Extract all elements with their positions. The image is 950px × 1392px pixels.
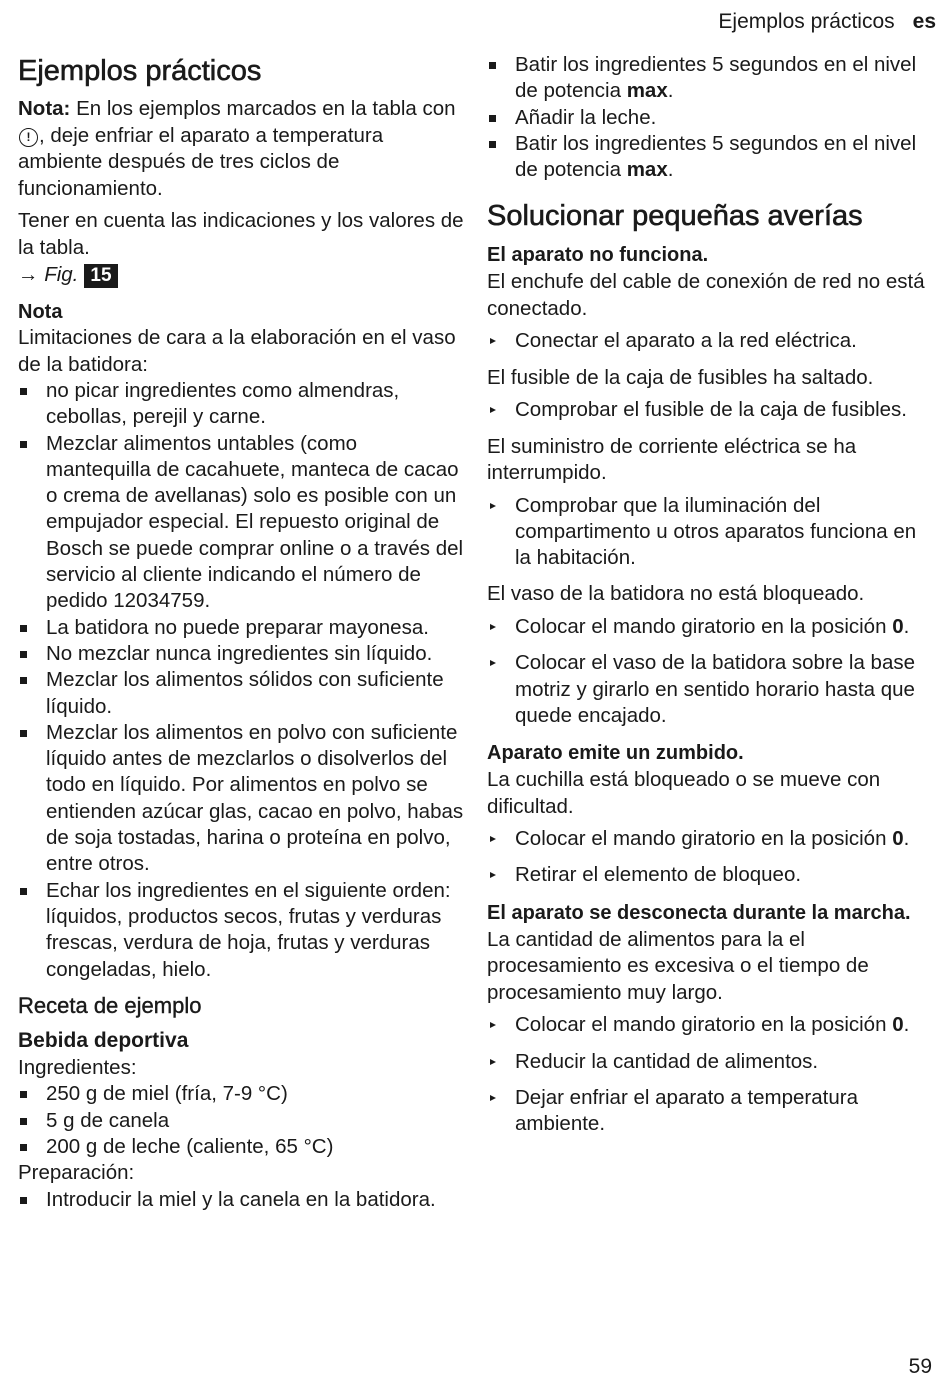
- cause-text: La cuchilla está bloqueado o se mueve con dificultad.: [487, 768, 881, 818]
- list-item: no picar ingredientes como almendras, cebollas, perejil y carne.: [18, 378, 466, 431]
- remedy-item: Dejar enfriar el aparato a temperatura ambiente.: [487, 1085, 935, 1138]
- list-item: Mezclar alimentos untables (como mantequilla de cacahuete, manteca de cacao o crema de avellanas) solo es posible con un empujador especial. El repuesto original de Bosch se puede comprar online o a través del servicio al cliente indicando el número de pedido 12034759.: [18, 431, 466, 615]
- right-column: [487, 52, 935, 1147]
- remedy-item: Comprobar que la iluminación del compartimento u otros aparatos funciona en la habitación.: [487, 493, 935, 572]
- step-bold: max: [626, 158, 668, 182]
- note-text-1: En los ejemplos marcados en la tabla con: [70, 97, 456, 120]
- step-end: .: [667, 79, 674, 103]
- problem-title: El aparato se desconecta durante la marcha.: [487, 901, 911, 924]
- remedy-end: .: [903, 827, 910, 851]
- problem-title: Aparato emite un zumbido.: [487, 742, 744, 765]
- list-item: 5 g de canela: [18, 1108, 466, 1134]
- remedy-list: [487, 614, 935, 729]
- list-item: 200 g de leche (caliente, 65 °C): [18, 1134, 466, 1160]
- list-item: La batidora no puede preparar mayonesa.: [18, 615, 466, 641]
- list-item: Introducir la miel y la canela en la batidora.: [18, 1187, 466, 1213]
- step-text: Batir los ingredientes 5 segundos en el nivel de potencia: [515, 53, 917, 103]
- troubleshooting-heading: Solucionar pequeñas averías: [487, 200, 863, 233]
- limitations-list: [18, 378, 466, 983]
- remedy-end: .: [903, 1013, 910, 1037]
- arrow-icon: →: [18, 263, 45, 286]
- list-item: [487, 52, 935, 105]
- note-paragraph: [18, 96, 466, 202]
- list-item: [487, 131, 935, 184]
- remedy-item: [487, 826, 935, 852]
- recipe-heading: Receta de ejemplo: [18, 992, 202, 1018]
- remedy-item: Retirar el elemento de bloqueo.: [487, 862, 935, 888]
- remedy-list: [487, 1012, 935, 1137]
- page-title: Ejemplos prácticos: [18, 55, 262, 87]
- header-section-title: Ejemplos prácticos: [718, 10, 895, 33]
- nota-title: Nota: [18, 301, 63, 323]
- preparation-list-start: [18, 1187, 466, 1213]
- recipe-title: Bebida deportiva: [18, 1028, 189, 1052]
- nota-intro: Limitaciones de cara a la elaboración en el vaso de la batidora:: [18, 326, 456, 376]
- step-text: Batir los ingredientes 5 segundos en el nivel de potencia: [515, 131, 917, 182]
- figure-number-badge: 15: [84, 264, 117, 288]
- step-end: .: [667, 158, 674, 182]
- remedy-text: Colocar el mando giratorio en la posición: [515, 827, 893, 851]
- remedy-item: Conectar el aparato a la red eléctrica.: [487, 328, 935, 354]
- remedy-list: [487, 397, 935, 423]
- remedy-list: [487, 493, 935, 572]
- cause-text: El vaso de la batidora no está bloqueado.: [487, 582, 865, 606]
- preparation-label: Preparación:: [18, 1161, 135, 1185]
- figure-reference: [18, 261, 466, 289]
- remedy-item: Comprobar el fusible de la caja de fusibles.: [487, 397, 935, 423]
- problem-title: El aparato no funciona.: [487, 244, 709, 267]
- list-item: No mezclar nunca ingredientes sin líquido.: [18, 641, 466, 667]
- warning-icon: !: [19, 128, 38, 147]
- list-item: [487, 105, 935, 131]
- header-language-code: es: [912, 10, 936, 33]
- list-item: Echar los ingredientes en el siguiente orden: líquidos, productos secos, frutas y verduras frescas, verdura de hoja, frutas y verduras congeladas, hielo.: [18, 878, 466, 983]
- remedy-list: [487, 328, 935, 354]
- cause-text: La cantidad de alimentos para la el procesamiento es excesiva o el tiempo de procesamiento muy largo.: [487, 927, 869, 1004]
- remedy-bold: 0: [892, 827, 904, 851]
- ingredients-list: [18, 1081, 466, 1160]
- table-hint: Tener en cuenta las indicaciones y los valores de la tabla.: [18, 209, 464, 259]
- running-header: [718, 8, 936, 36]
- remedy-item: [487, 1012, 935, 1038]
- cause-text: El enchufe del cable de conexión de red no está conectado.: [487, 270, 925, 320]
- step-text: Añadir la leche.: [515, 105, 657, 129]
- page-number: 59: [908, 1355, 932, 1378]
- step-bold: max: [626, 79, 668, 103]
- cause-text: El fusible de la caja de fusibles ha saltado.: [487, 365, 874, 389]
- cause-text: El suministro de corriente eléctrica se ha interrumpido.: [487, 434, 857, 485]
- list-item: 250 g de miel (fría, 7-9 °C): [18, 1081, 466, 1107]
- remedy-list: [487, 826, 935, 889]
- remedy-bold: 0: [892, 614, 904, 638]
- preparation-list-continued: [487, 52, 935, 183]
- remedy-item: Colocar el vaso de la batidora sobre la base motriz y girarlo en sentido horario hasta que quede encajado.: [487, 650, 935, 729]
- figure-label: Fig.: [44, 263, 79, 286]
- list-item: Mezclar los alimentos en polvo con suficiente líquido antes de mezclarlos o disolverlos del todo en líquido. Por alimentos en polvo se entienden azúcar glas, cacao en polvo, habas de soja tostadas, harina o proteína en polvo, entre otros.: [18, 720, 466, 878]
- ingredients-label: Ingredientes:: [18, 1055, 137, 1079]
- remedy-end: .: [903, 614, 910, 638]
- remedy-text: Colocar el mando giratorio en la posición: [515, 614, 893, 638]
- remedy-item: [487, 614, 935, 640]
- remedy-item: Reducir la cantidad de alimentos.: [487, 1049, 935, 1075]
- note-text-2: , deje enfriar el aparato a temperatura ambiente después de tres ciclos de funcionamiento.: [18, 123, 384, 200]
- note-label: Nota:: [18, 97, 71, 120]
- remedy-bold: 0: [892, 1013, 904, 1037]
- remedy-text: Colocar el mando giratorio en la posición: [515, 1013, 893, 1037]
- left-column: [18, 52, 466, 1213]
- list-item: Mezclar los alimentos sólidos con suficiente líquido.: [18, 667, 466, 720]
